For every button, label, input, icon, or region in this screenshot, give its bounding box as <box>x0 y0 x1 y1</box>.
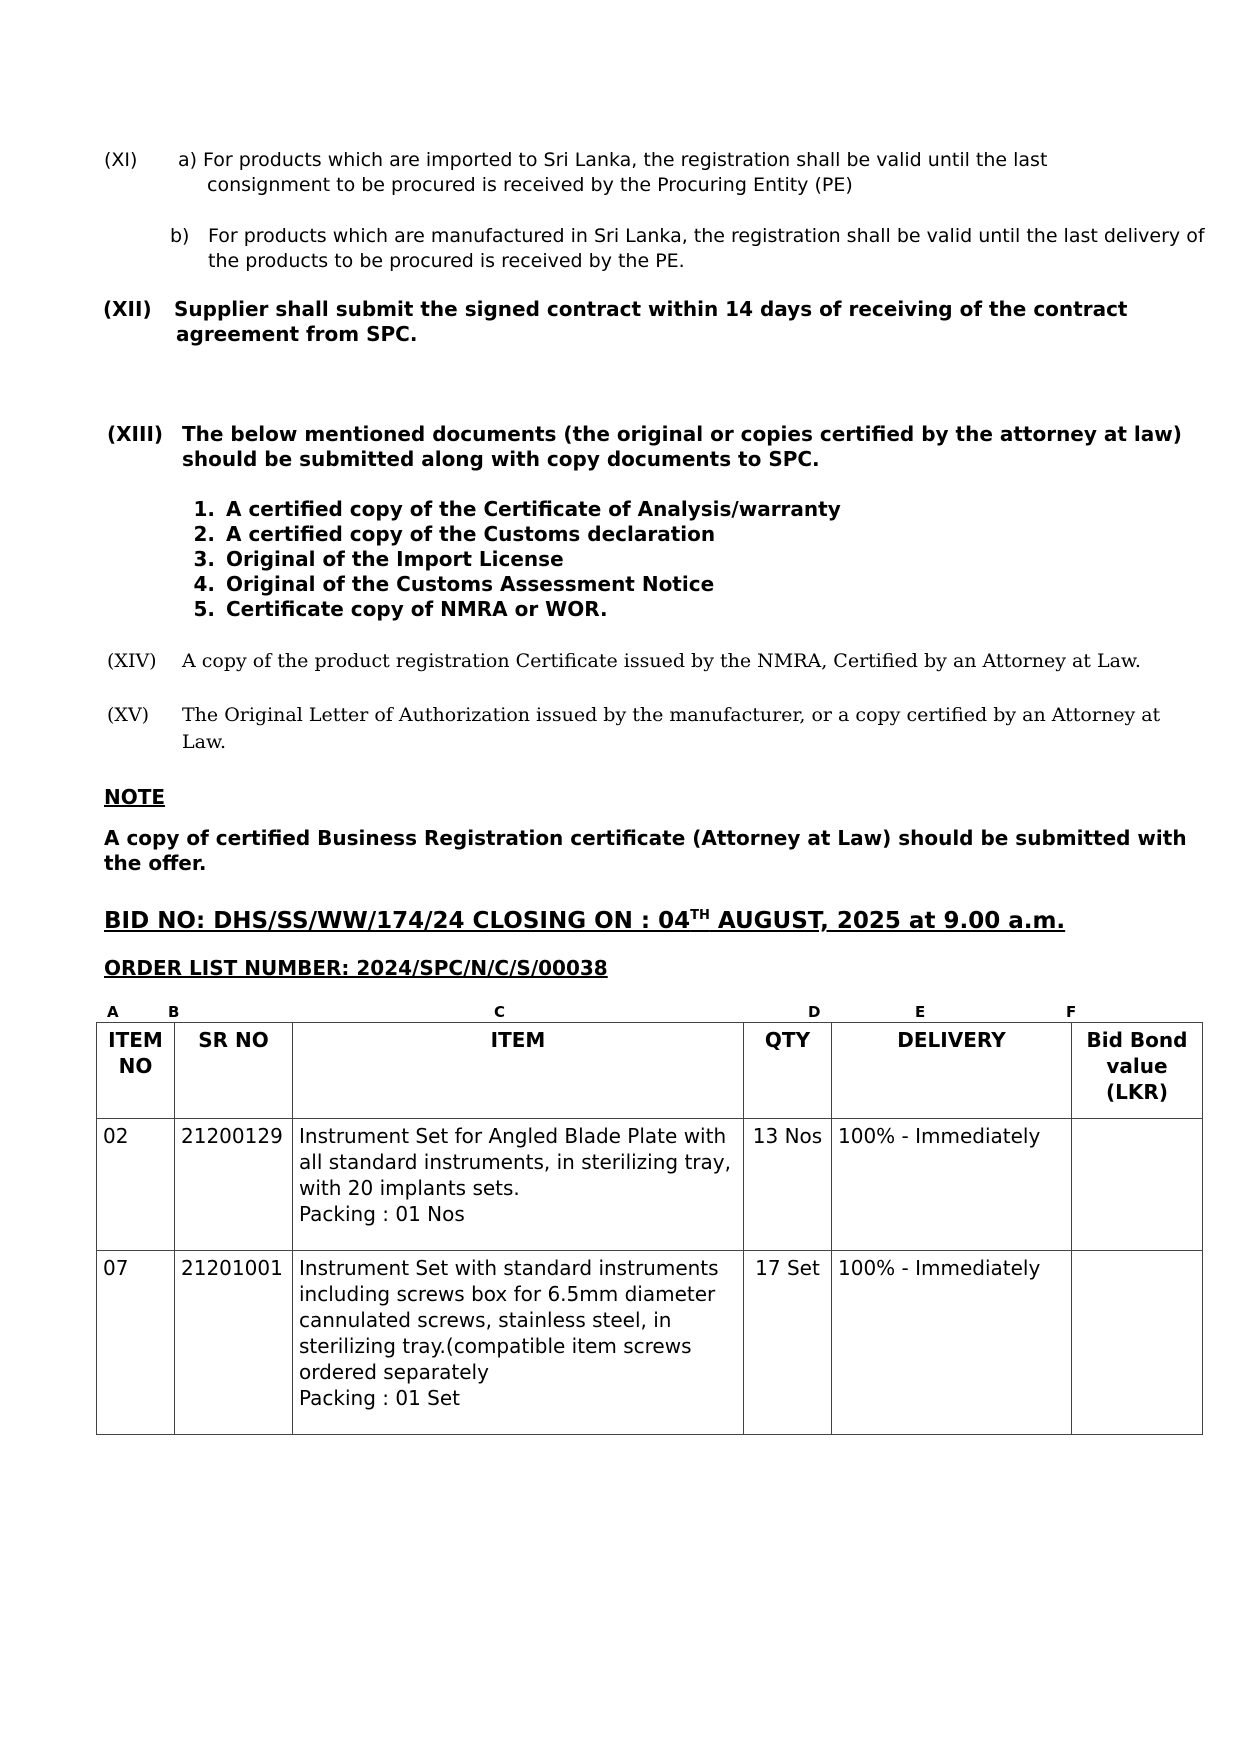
clause-xi-b-label: b) <box>170 225 190 247</box>
cell-bid-bond <box>1072 1251 1203 1435</box>
item-line: sterilizing tray.(compatible item screws <box>299 1334 692 1358</box>
clause-xi-a-line1: For products which are imported to Sri Lanka, the registration shall be valid until the last <box>203 149 1048 171</box>
column-letter-d: D <box>808 1003 821 1021</box>
list-item: 2. A certified copy of the Customs declaration <box>222 522 1022 547</box>
order-list-number: ORDER LIST NUMBER: 2024/SPC/N/C/S/00038 <box>104 956 608 980</box>
bid-heading-suffix: AUGUST, 2025 at 9.00 a.m. <box>709 908 1066 934</box>
cell-bid-bond <box>1072 1119 1203 1251</box>
clause-xii-label: (XII) <box>103 297 152 321</box>
header-item-no: ITEM NO <box>97 1023 175 1119</box>
item-line: including screws box for 6.5mm diameter <box>299 1282 716 1306</box>
clause-xiv-text: A copy of the product registration Certificate issued by the NMRA, Certified by an Attorney at Law. <box>182 650 1141 672</box>
table-row <box>97 1251 1203 1435</box>
cell-qty: 13 Nos <box>744 1119 832 1251</box>
clause-xiii-line2: should be submitted along with copy documents to SPC. <box>182 447 820 471</box>
cell-sr-no: 21201001 <box>175 1251 293 1435</box>
item-line: ordered separately <box>299 1360 489 1384</box>
order-table <box>96 1022 1203 1435</box>
header-delivery: DELIVERY <box>832 1023 1072 1119</box>
column-letter-e: E <box>915 1003 926 1021</box>
note-line2: the offer. <box>104 851 207 875</box>
clause-xi-a-line2: consignment to be procured is received by the Procuring Entity (PE) <box>207 174 853 196</box>
cell-item <box>293 1119 744 1251</box>
cell-sr-no: 21200129 <box>175 1119 293 1251</box>
clause-xiii-label: (XIII) <box>107 422 164 446</box>
cell-qty: 17 Set <box>744 1251 832 1435</box>
header-bid-bond: Bid Bond value (LKR) <box>1072 1023 1203 1119</box>
list-item: 4. Original of the Customs Assessment Notice <box>222 572 1022 597</box>
bid-heading <box>104 908 1065 934</box>
table-header-row <box>97 1023 1203 1119</box>
clause-xi-b-line2: the products to be procured is received by the PE. <box>208 250 685 272</box>
cell-item-no: 02 <box>97 1119 175 1251</box>
list-item: 3. Original of the Import License <box>222 547 1022 572</box>
item-line: Packing : 01 Nos <box>299 1202 465 1226</box>
table-row <box>97 1119 1203 1251</box>
clause-xv-line1: The Original Letter of Authorization issued by the manufacturer, or a copy certified by an Attorney at <box>182 704 1161 726</box>
item-line: with 20 implants sets. <box>299 1176 520 1200</box>
cell-item-no: 07 <box>97 1251 175 1435</box>
cell-delivery: 100% - Immediately <box>832 1251 1072 1435</box>
clause-xi-b-line1: For products which are manufactured in Sri Lanka, the registration shall be valid until the last delivery of <box>208 225 1205 247</box>
header-item: ITEM <box>293 1023 744 1119</box>
column-letter-c: C <box>494 1003 506 1021</box>
item-line: Instrument Set with standard instruments <box>299 1256 719 1280</box>
clause-xi-label: (XI) <box>104 149 138 171</box>
clause-xv-label: (XV) <box>107 704 150 726</box>
clause-xv-line2: Law. <box>182 731 226 753</box>
item-line: cannulated screws, stainless steel, in <box>299 1308 672 1332</box>
cell-delivery: 100% - Immediately <box>832 1119 1072 1251</box>
item-line: Instrument Set for Angled Blade Plate with <box>299 1124 727 1148</box>
clause-xiii-line1: The below mentioned documents (the original or copies certified by the attorney at law) <box>182 422 1182 446</box>
header-sr-no: SR NO <box>175 1023 293 1119</box>
item-line: Packing : 01 Set <box>299 1386 461 1410</box>
clause-xii-line2: agreement from SPC. <box>176 322 418 346</box>
bid-heading-sup: TH <box>690 908 710 923</box>
required-documents-list <box>180 497 1022 622</box>
bid-heading-prefix: BID NO: DHS/SS/WW/174/24 CLOSING ON : 04 <box>104 908 691 934</box>
clause-xi-a-label: a) <box>178 149 198 171</box>
clause-xiv-label: (XIV) <box>107 650 157 672</box>
column-letter-f: F <box>1066 1003 1077 1021</box>
list-item: 1. A certified copy of the Certificate of Analysis/warranty <box>222 497 1022 522</box>
note-heading: NOTE <box>104 785 166 809</box>
note-line1: A copy of certified Business Registration certificate (Attorney at Law) should be submitted with <box>104 826 1187 850</box>
column-letter-b: B <box>168 1003 180 1021</box>
cell-item <box>293 1251 744 1435</box>
clause-xii-line1: Supplier shall submit the signed contract within 14 days of receiving of the contract <box>174 297 1128 321</box>
column-letter-a: A <box>107 1003 119 1021</box>
item-line: all standard instruments, in sterilizing tray, <box>299 1150 731 1174</box>
header-qty: QTY <box>744 1023 832 1119</box>
list-item: 5. Certificate copy of NMRA or WOR. <box>222 597 1022 622</box>
